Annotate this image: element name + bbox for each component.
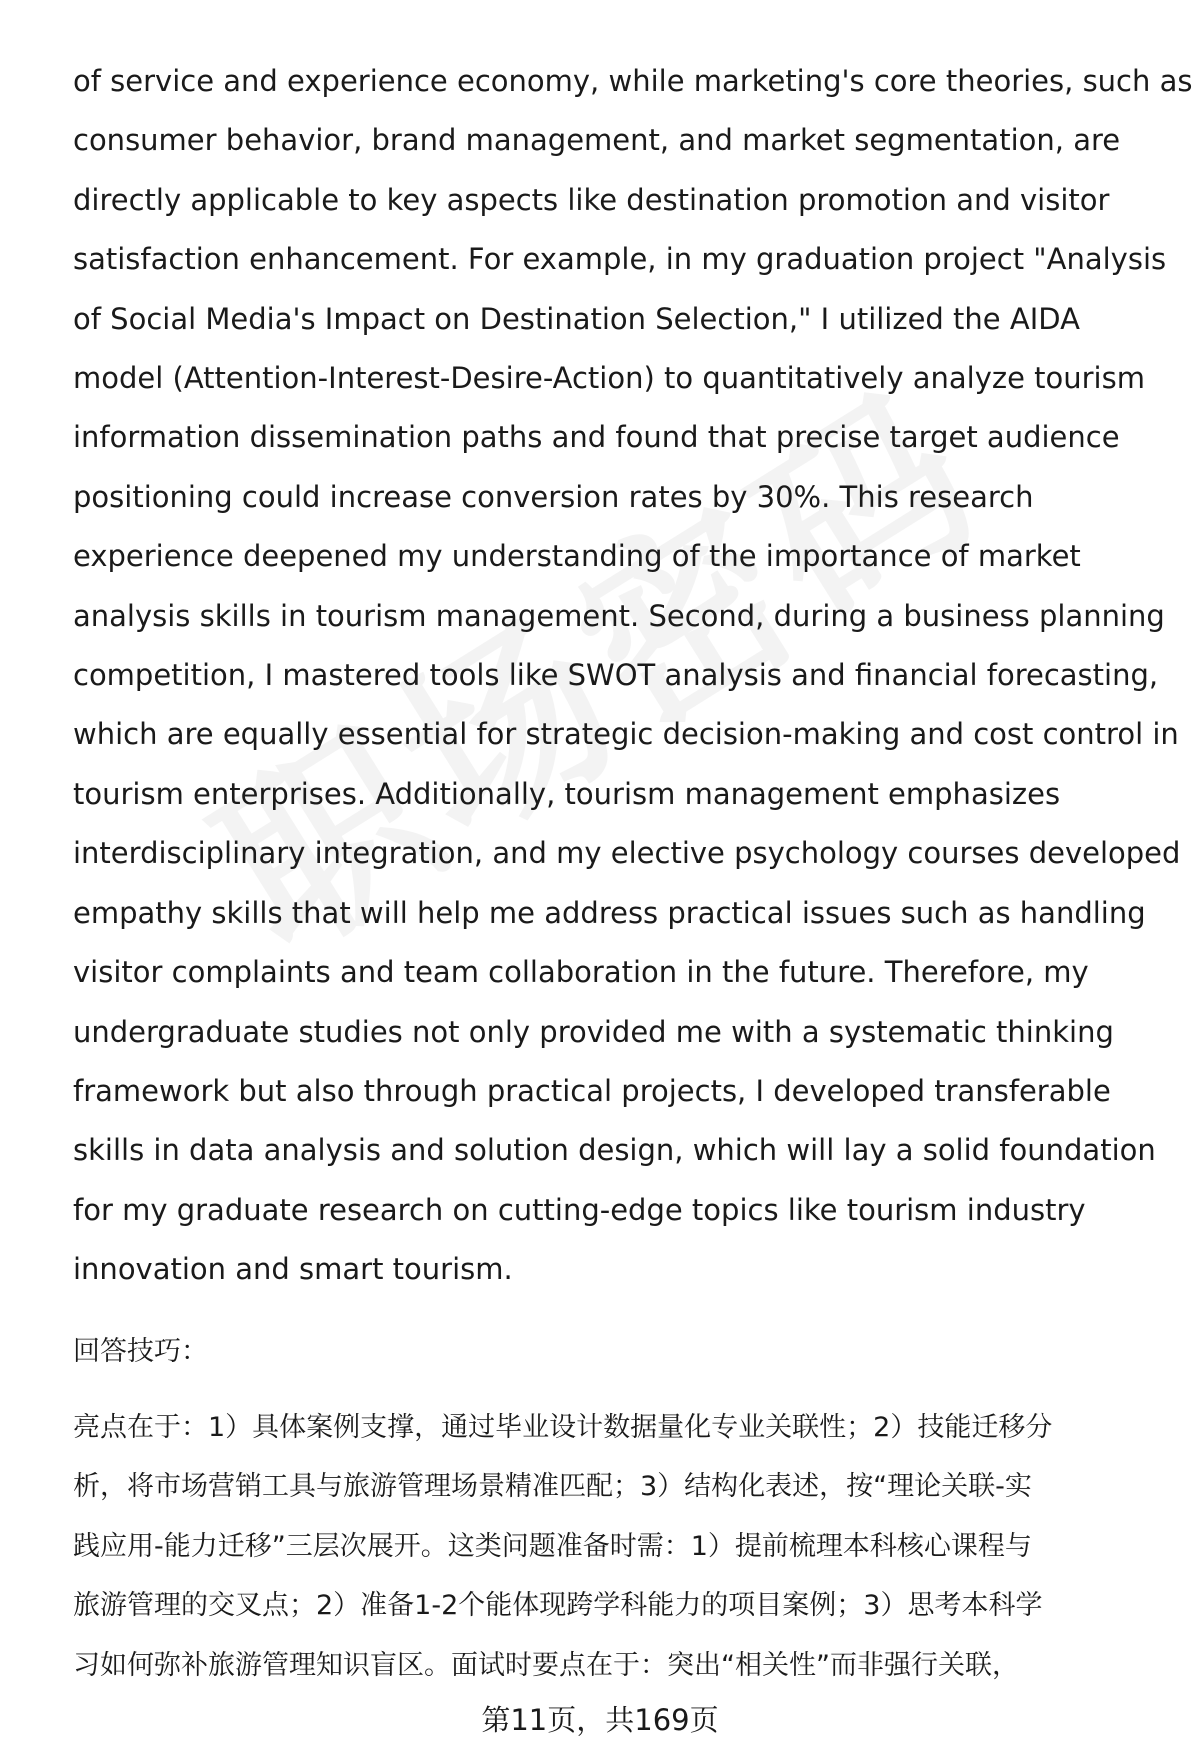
body-line: for my graduate research on cutting-edge topics like tourism industry — [73, 1192, 1086, 1227]
body-line: model (Attention-Interest-Desire-Action) to quantitatively analyze tourism — [73, 361, 1145, 396]
body-line: of service and experience economy, while marketing's core theories, such as — [73, 64, 1193, 98]
body-line: visitor complaints and team collaboration in the future. Therefore, my — [73, 955, 1089, 990]
tips-line: 析，将市场营销工具与旅游管理场景精准匹配；3）结构化表述，按“理论关联-实 — [73, 1471, 1032, 1503]
body-line: analysis skills in tourism management. Second, during a business planning — [73, 598, 1165, 633]
body-line: undergraduate studies not only provided me with a systematic thinking — [73, 1014, 1114, 1049]
tips-heading: 回答技巧： — [73, 1336, 208, 1367]
body-line: experience deepened my understanding of the importance of market — [73, 539, 1081, 574]
tips-line: 亮点在于：1）具体案例支撑，通过毕业设计数据量化专业关联性；2）技能迁移分 — [73, 1412, 1053, 1443]
body-line: information dissemination paths and found that precise target audience — [73, 420, 1120, 455]
tips-paragraph — [73, 1398, 1163, 1695]
body-line: innovation and smart tourism. — [73, 1252, 513, 1287]
tips-line: 旅游管理的交叉点；2）准备1-2个能体现跨学科能力的项目案例；3）思考本科学 — [73, 1590, 1043, 1622]
body-paragraph — [73, 52, 1193, 1300]
body-line: directly applicable to key aspects like destination promotion and visitor — [73, 182, 1110, 217]
body-line: positioning could increase conversion rates by 30%. This research — [73, 479, 1034, 514]
tips-line: 践应用-能力迁移”三层次展开。这类问题准备时需：1）提前梳理本科核心课程与 — [73, 1530, 1032, 1562]
body-line: consumer behavior, brand management, and market segmentation, are — [73, 123, 1121, 158]
body-line: skills in data analysis and solution design, which will lay a solid foundation — [73, 1133, 1156, 1168]
body-line: empathy skills that will help me address practical issues such as handling — [73, 895, 1146, 930]
page-number: 第11页，共169页 — [481, 1703, 719, 1737]
body-line: framework but also through practical projects, I developed transferable — [73, 1073, 1111, 1108]
body-line: which are equally essential for strategic decision-making and cost control in — [73, 717, 1179, 752]
body-line: interdisciplinary integration, and my elective psychology courses developed — [73, 836, 1181, 871]
body-line: tourism enterprises. Additionally, tourism management emphasizes — [73, 776, 1061, 811]
tips-line: 习如何弥补旅游管理知识盲区。面试时要点在于：突出“相关性”而非强行关联， — [73, 1649, 1019, 1681]
body-line: competition, I mastered tools like SWOT analysis and financial forecasting, — [73, 658, 1159, 693]
body-line: of Social Media's Impact on Destination Selection," I utilized the AIDA — [73, 301, 1080, 336]
body-line: satisfaction enhancement. For example, in my graduation project "Analysis — [73, 242, 1167, 277]
